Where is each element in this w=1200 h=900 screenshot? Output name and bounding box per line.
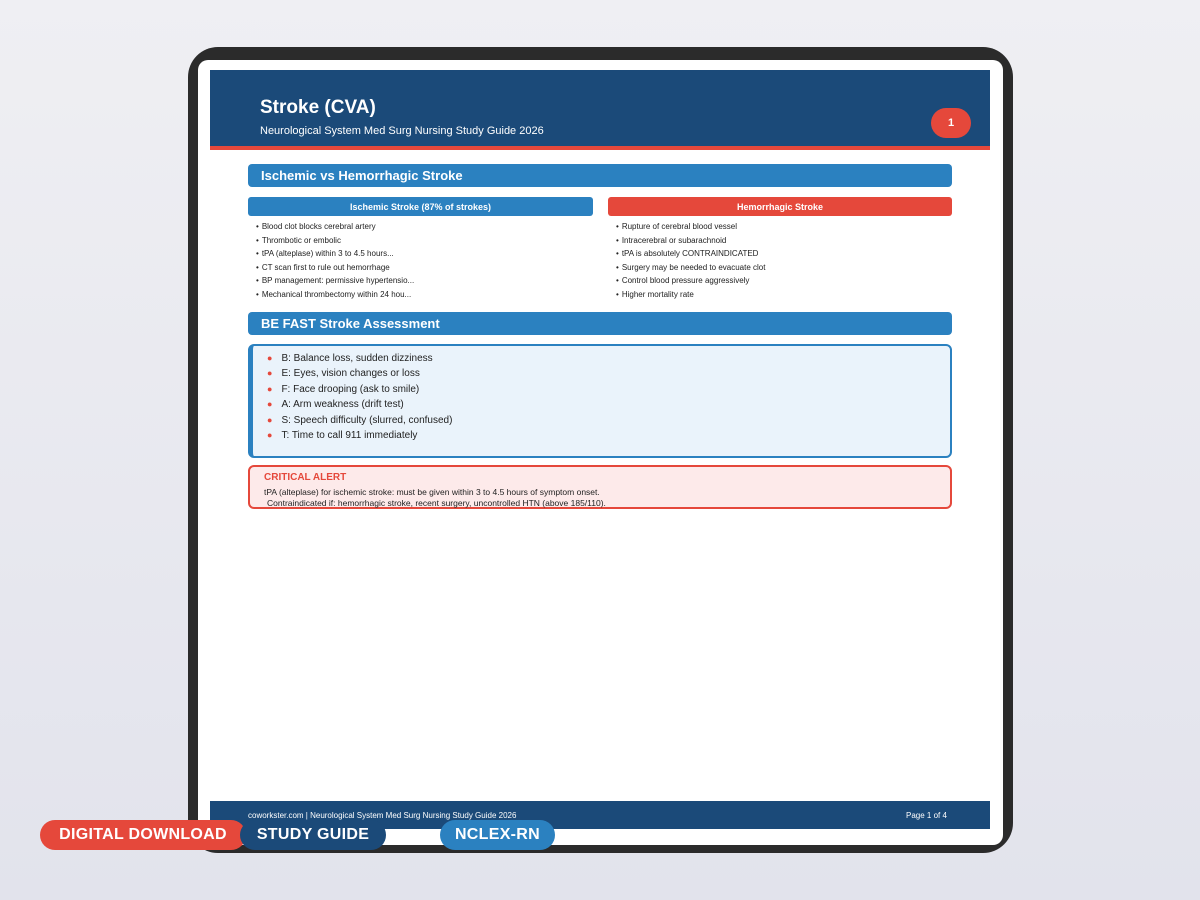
bullet-dot-icon: ● xyxy=(267,383,273,394)
section-heading-be-fast: BE FAST Stroke Assessment xyxy=(248,312,952,335)
list-item: • Higher mortality rate xyxy=(616,288,765,302)
digital-download-tag: DIGITAL DOWNLOAD xyxy=(40,820,246,850)
list-item: ● A: Arm weakness (drift test) xyxy=(267,399,404,411)
list-item: ● B: Balance loss, sudden dizziness xyxy=(267,353,433,364)
footer-source: coworkster.com | Neurological System Med Surg Nursing Study Guide 2026 xyxy=(248,811,517,820)
page-subtitle: Neurological System Med Surg Nursing Study Guide 2026 xyxy=(260,125,544,137)
hemorrhagic-list xyxy=(616,220,765,301)
alert-title: CRITICAL ALERT xyxy=(264,472,347,483)
ischemic-column-header: Ischemic Stroke (87% of strokes) xyxy=(248,197,593,216)
list-item: ● T: Time to call 911 immediately xyxy=(267,429,418,441)
document-page xyxy=(198,60,1003,845)
critical-alert-box xyxy=(248,465,952,509)
list-item: • tPA (alteplase) within 3 to 4.5 hours... xyxy=(256,247,414,261)
list-item: • Rupture of cerebral blood vessel xyxy=(616,220,765,234)
section-heading-comparison: Ischemic vs Hemorrhagic Stroke xyxy=(248,164,952,187)
ischemic-list xyxy=(256,220,414,301)
list-item: • Thrombotic or embolic xyxy=(256,234,414,248)
page-title: Stroke (CVA) xyxy=(260,97,376,118)
nclex-rn-tag: NCLEX-RN xyxy=(440,820,555,850)
list-item: • Blood clot blocks cerebral artery xyxy=(256,220,414,234)
bullet-dot-icon: ● xyxy=(267,414,273,425)
bullet-dot-icon: ● xyxy=(267,429,273,440)
list-item: • Control blood pressure aggressively xyxy=(616,274,765,288)
list-item: ● E: Eyes, vision changes or loss xyxy=(267,368,420,380)
list-item: • Surgery may be needed to evacuate clot xyxy=(616,261,765,275)
hemorrhagic-column-header: Hemorrhagic Stroke xyxy=(608,197,952,216)
list-item: ● F: Face drooping (ask to smile) xyxy=(267,383,420,395)
header-accent-bar xyxy=(210,146,990,150)
list-item: • BP management: permissive hypertensio... xyxy=(256,274,414,288)
bullet-dot-icon: ● xyxy=(267,399,273,410)
alert-text-line: Contraindicated if: hemorrhagic stroke, recent surgery, uncontrolled HTN (above 185/110). xyxy=(267,498,606,508)
list-item: • Mechanical thrombectomy within 24 hou... xyxy=(256,288,414,302)
list-item: ● S: Speech difficulty (slurred, confused) xyxy=(267,414,453,426)
page-header xyxy=(210,70,990,146)
list-item: • tPA is absolutely CONTRAINDICATED xyxy=(616,247,765,261)
bullet-dot-icon: ● xyxy=(267,353,273,363)
alert-text-line: tPA (alteplase) for ischemic stroke: must be given within 3 to 4.5 hours of symptom onset. xyxy=(264,487,600,497)
page-number-badge: 1 xyxy=(931,108,971,138)
be-fast-box xyxy=(248,344,952,458)
list-item: • CT scan first to rule out hemorrhage xyxy=(256,261,414,275)
bullet-dot-icon: ● xyxy=(267,368,273,379)
be-fast-list xyxy=(267,351,452,443)
footer-page-number: Page 1 of 4 xyxy=(906,811,947,820)
list-item: • Intracerebral or subarachnoid xyxy=(616,234,765,248)
study-guide-tag: STUDY GUIDE xyxy=(240,820,386,850)
